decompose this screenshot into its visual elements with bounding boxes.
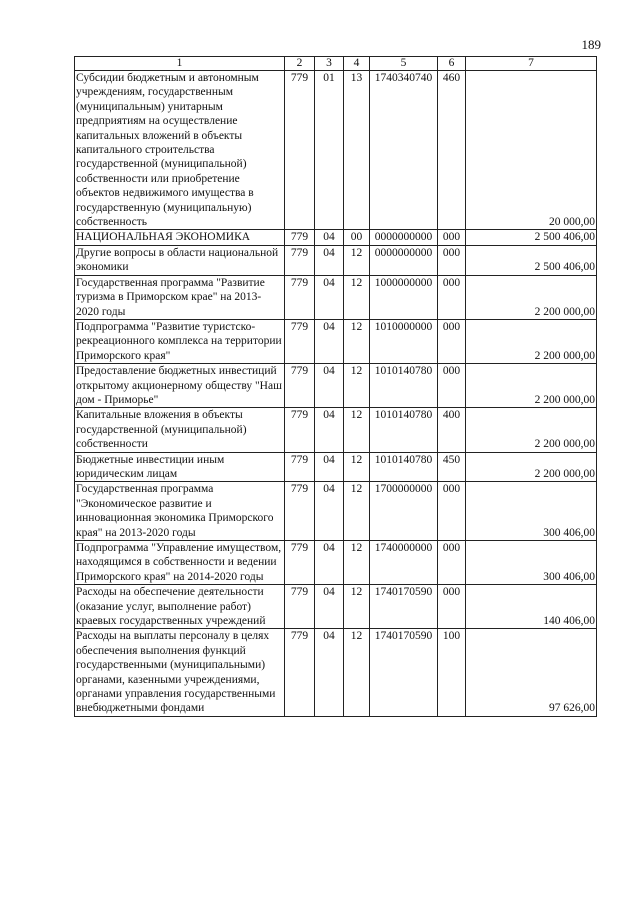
target-article: 1010140780	[370, 408, 438, 452]
table-row	[75, 482, 597, 541]
expense-type: 450	[438, 452, 466, 482]
target-article: 1740000000	[370, 541, 438, 585]
target-article: 1010140780	[370, 452, 438, 482]
header-cell-6: 6	[438, 57, 466, 71]
table-row	[75, 71, 597, 230]
row-name: Бюджетные инвестиции иным юридическим лицам	[75, 452, 285, 482]
admin-code: 779	[285, 585, 315, 629]
expense-type: 400	[438, 408, 466, 452]
section-code: 04	[315, 452, 344, 482]
amount: 2 500 406,00	[466, 245, 597, 275]
expense-type: 000	[438, 364, 466, 408]
table-row	[75, 585, 597, 629]
target-article: 1740340740	[370, 71, 438, 230]
budget-table	[74, 56, 597, 717]
subsection-code: 12	[344, 629, 370, 716]
subsection-code: 12	[344, 275, 370, 319]
expense-type: 000	[438, 541, 466, 585]
header-cell-4: 4	[344, 57, 370, 71]
header-cell-2: 2	[285, 57, 315, 71]
header-cell-3: 3	[315, 57, 344, 71]
table-body	[75, 71, 597, 717]
table-row	[75, 230, 597, 245]
row-name: Государственная программа "Развитие туризма в Приморском крае" на 2013-2020 годы	[75, 275, 285, 319]
header-cell-1: 1	[75, 57, 285, 71]
expense-type: 000	[438, 245, 466, 275]
row-name: НАЦИОНАЛЬНАЯ ЭКОНОМИКА	[75, 230, 285, 245]
header-cell-5: 5	[370, 57, 438, 71]
expense-type: 000	[438, 319, 466, 363]
amount: 300 406,00	[466, 482, 597, 541]
target-article: 1700000000	[370, 482, 438, 541]
admin-code: 779	[285, 71, 315, 230]
table-row	[75, 319, 597, 363]
amount: 2 200 000,00	[466, 275, 597, 319]
expense-type: 100	[438, 629, 466, 716]
section-code: 04	[315, 408, 344, 452]
row-name: Подпрограмма "Управление имуществом, находящимся в собственности и ведении Приморского края" на 2014-2020 годы	[75, 541, 285, 585]
amount: 300 406,00	[466, 541, 597, 585]
row-name: Капитальные вложения в объекты государственной (муниципальной) собственности	[75, 408, 285, 452]
table-row	[75, 245, 597, 275]
admin-code: 779	[285, 541, 315, 585]
table-row	[75, 275, 597, 319]
subsection-code: 12	[344, 245, 370, 275]
row-name: Другие вопросы в области национальной экономики	[75, 245, 285, 275]
target-article: 1010140780	[370, 364, 438, 408]
expense-type: 460	[438, 71, 466, 230]
subsection-code: 12	[344, 364, 370, 408]
target-article: 0000000000	[370, 230, 438, 245]
section-code: 04	[315, 585, 344, 629]
target-article: 1740170590	[370, 629, 438, 716]
admin-code: 779	[285, 230, 315, 245]
row-name: Расходы на обеспечение деятельности (оказание услуг, выполнение работ) краевых государственных учреждений	[75, 585, 285, 629]
row-name: Предоставление бюджетных инвестиций открытому акционерному обществу "Наш дом - Приморье"	[75, 364, 285, 408]
header-cell-7: 7	[466, 57, 597, 71]
section-code: 04	[315, 629, 344, 716]
table-row	[75, 629, 597, 716]
table-row	[75, 408, 597, 452]
row-name: Государственная программа "Экономическое развитие и инновационная экономика Приморского края" на 2013-2020 годы	[75, 482, 285, 541]
target-article: 1740170590	[370, 585, 438, 629]
table-row	[75, 541, 597, 585]
section-code: 04	[315, 275, 344, 319]
subsection-code: 12	[344, 452, 370, 482]
subsection-code: 12	[344, 541, 370, 585]
row-name: Расходы на выплаты персоналу в целях обеспечения выполнения функций государственными (муниципальными) органами, казенными учреждениями, органами управления государственными внебюджетными фондами	[75, 629, 285, 716]
subsection-code: 12	[344, 319, 370, 363]
row-name: Подпрограмма "Развитие туристско-рекреационного комплекса на территории Приморского края"	[75, 319, 285, 363]
admin-code: 779	[285, 452, 315, 482]
target-article: 1010000000	[370, 319, 438, 363]
amount: 2 200 000,00	[466, 408, 597, 452]
admin-code: 779	[285, 364, 315, 408]
subsection-code: 12	[344, 585, 370, 629]
subsection-code: 00	[344, 230, 370, 245]
amount: 2 200 000,00	[466, 319, 597, 363]
section-code: 01	[315, 71, 344, 230]
section-code: 04	[315, 230, 344, 245]
amount: 20 000,00	[466, 71, 597, 230]
expense-type: 000	[438, 585, 466, 629]
expense-type: 000	[438, 482, 466, 541]
target-article: 1000000000	[370, 275, 438, 319]
amount: 2 200 000,00	[466, 364, 597, 408]
admin-code: 779	[285, 275, 315, 319]
table-row	[75, 364, 597, 408]
header-row	[75, 57, 597, 71]
amount: 140 406,00	[466, 585, 597, 629]
section-code: 04	[315, 541, 344, 585]
expense-type: 000	[438, 275, 466, 319]
section-code: 04	[315, 319, 344, 363]
section-code: 04	[315, 364, 344, 408]
admin-code: 779	[285, 408, 315, 452]
section-code: 04	[315, 245, 344, 275]
amount: 97 626,00	[466, 629, 597, 716]
subsection-code: 12	[344, 482, 370, 541]
row-name: Субсидии бюджетным и автономным учреждениям, государственным (муниципальным) унитарным предприятиям на осуществление капитальных вложений в объекты капитального строительства государственной (муниципальной) собственности или приобретение объектов недвижимого имущества в государственную (муниципальную) собственность	[75, 71, 285, 230]
table-row	[75, 452, 597, 482]
admin-code: 779	[285, 245, 315, 275]
section-code: 04	[315, 482, 344, 541]
table-header	[75, 57, 597, 71]
admin-code: 779	[285, 319, 315, 363]
expense-type: 000	[438, 230, 466, 245]
admin-code: 779	[285, 629, 315, 716]
subsection-code: 13	[344, 71, 370, 230]
admin-code: 779	[285, 482, 315, 541]
subsection-code: 12	[344, 408, 370, 452]
page-number: 189	[581, 37, 601, 52]
target-article: 0000000000	[370, 245, 438, 275]
amount: 2 200 000,00	[466, 452, 597, 482]
amount: 2 500 406,00	[466, 230, 597, 245]
